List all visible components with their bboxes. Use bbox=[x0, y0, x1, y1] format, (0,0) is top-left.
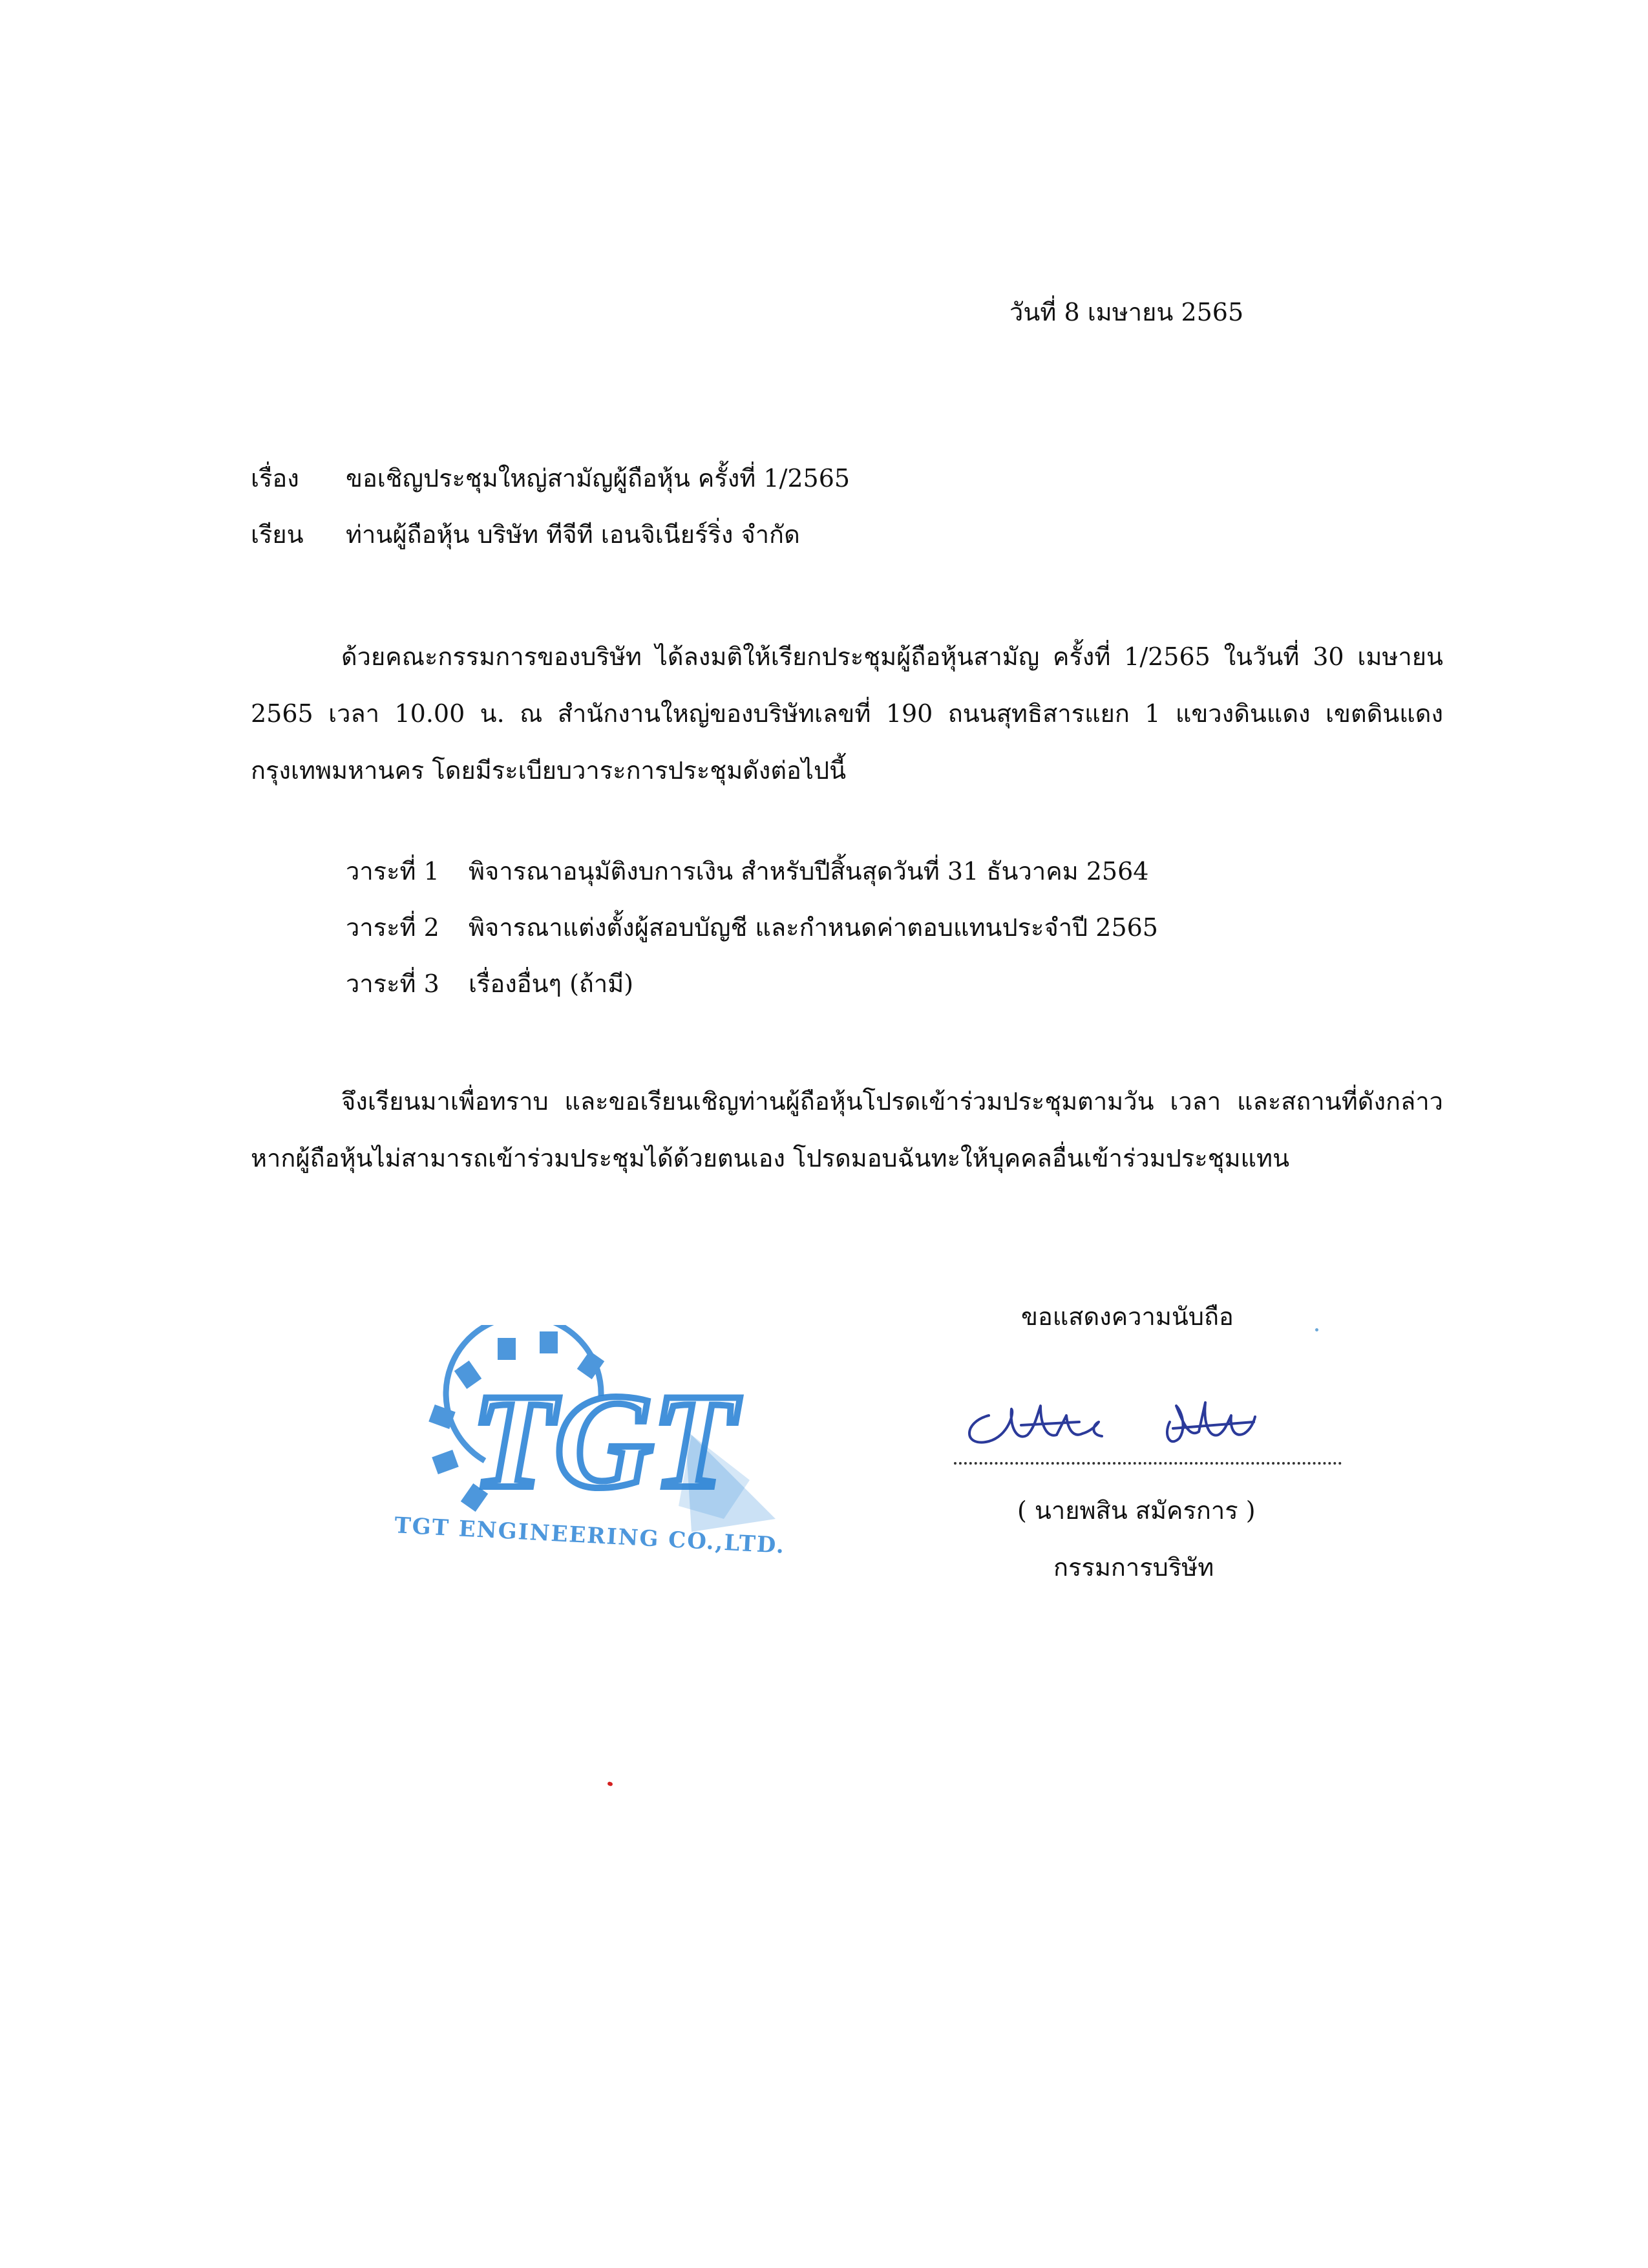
agenda-number: วาระที่ 3 bbox=[346, 970, 439, 998]
agenda-item bbox=[346, 855, 1148, 887]
subject-label: เรื่อง bbox=[251, 464, 299, 493]
ink-speck bbox=[607, 1781, 613, 1786]
agenda-text: พิจารณาแต่งตั้งผู้สอบบัญชี และกำหนดค่าตอบแทนประจำปี 2565 bbox=[469, 913, 1158, 942]
letter-date: วันที่ 8 เมษายน 2565 bbox=[1009, 298, 1244, 326]
agenda-item bbox=[346, 968, 633, 1000]
regards-text: ขอแสดงความนับถือ bbox=[1021, 1302, 1234, 1331]
tgt-logo: TGT bbox=[472, 1366, 736, 1516]
recipient-label: เรียน bbox=[251, 520, 304, 549]
agenda-number: วาระที่ 1 bbox=[346, 857, 439, 885]
signer-title: กรรมการบริษัท bbox=[1053, 1553, 1214, 1582]
signature-line bbox=[954, 1462, 1342, 1465]
closing-paragraph: จึงเรียนมาเพื่อทราบ และขอเรียนเชิญท่านผู้ถือหุ้นโปรดเข้าร่วมประชุมตามวัน เวลา และสถานที่ดังกล่าว หากผู้ถือหุ้นไม่สามารถเข้าร่วมประชุมได้ด้วยตนเอง โปรดมอบฉันทะให้บุคคลอื่นเข้าร่วมประชุมแทน bbox=[251, 1087, 1443, 1172]
signature bbox=[950, 1377, 1344, 1467]
signer-name: ( นายพสิน สมัครการ ) bbox=[1017, 1496, 1256, 1525]
recipient-text: ท่านผู้ถือหุ้น บริษัท ทีจีที เอนจิเนียร์ริ่ง จำกัด bbox=[346, 520, 800, 549]
agenda-text: พิจารณาอนุมัติงบการเงิน สำหรับปีสิ้นสุดวันที่ 31 ธันวาคม 2564 bbox=[469, 857, 1149, 885]
stamp-company-name: TGT ENGINEERING CO.,LTD. bbox=[394, 1512, 786, 1559]
subject-text: ขอเชิญประชุมใหญ่สามัญผู้ถือหุ้น ครั้งที่ 1/2565 bbox=[346, 464, 850, 493]
agenda-text: เรื่องอื่นๆ (ถ้ามี) bbox=[469, 970, 634, 998]
ink-speck bbox=[1315, 1328, 1318, 1331]
agenda-number: วาระที่ 2 bbox=[346, 913, 439, 942]
agenda-item bbox=[346, 911, 1158, 944]
intro-paragraph: ด้วยคณะกรรมการของบริษัท ได้ลงมติให้เรียกประชุมผู้ถือหุ้นสามัญ ครั้งที่ 1/2565 ในวันที่ 30 เมษายน 2565 เวลา 10.00 น. ณ สำนักงานใหญ่ของบริษัทเลขที่ 190 ถนนสุทธิสารแยก 1 แขวงดินแดง เขตดินแดง กรุงเทพมหานคร โดยมีระเบียบวาระการประชุมดังต่อไปนี้ bbox=[251, 642, 1443, 785]
